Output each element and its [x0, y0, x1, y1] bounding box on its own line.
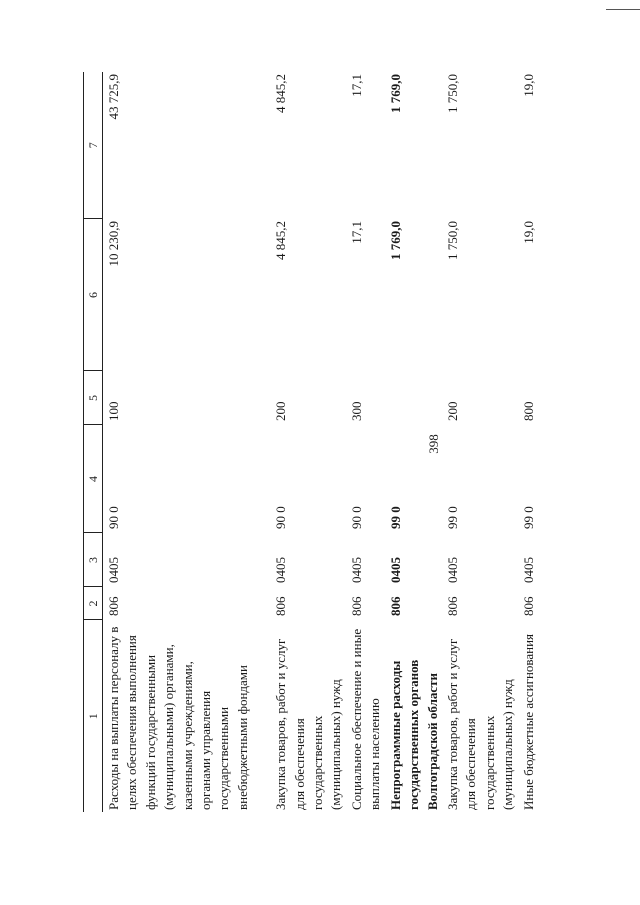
row-amount-7: 19,0 [520, 74, 536, 97]
row-amount-7: 1 750,0 [444, 74, 460, 113]
row-code-2: 806 [106, 596, 121, 616]
row-amount-7: 17,1 [348, 74, 364, 97]
row-code-3: 0405 [444, 557, 460, 583]
row-amount-7: 1 769,0 [387, 74, 403, 113]
row-code-3: 0405 [387, 557, 403, 583]
row-code-3: 0405 [273, 557, 289, 583]
header-col-6: 6 [84, 219, 103, 371]
budget-table-sheet [83, 72, 545, 812]
row-name: Иные бюджетные ассигнования [520, 633, 536, 810]
row-amount-7: 43 725,9 [106, 74, 121, 120]
header-col-7: 7 [84, 72, 103, 219]
row-amount-6: 19,0 [520, 221, 536, 244]
row-code-2: 806 [348, 596, 364, 616]
row-code-4: 90 0 [106, 506, 121, 529]
table-row [385, 72, 442, 812]
row-code-4: 90 0 [273, 506, 289, 529]
row-amount-7: 4 845,2 [273, 74, 289, 113]
row-code-2: 806 [387, 596, 403, 616]
row-name: Непрограммные расходы государственных органов Волгоградской области [387, 659, 440, 810]
row-amount-6: 4 845,2 [273, 221, 289, 260]
row-code-5: 300 [348, 401, 364, 421]
header-col-4: 4 [84, 425, 103, 533]
row-code-5: 800 [520, 401, 536, 421]
header-col-1: 1 [84, 620, 103, 812]
row-code-3: 0405 [348, 557, 364, 583]
header-col-5: 5 [84, 371, 103, 425]
header-col-2: 2 [84, 587, 103, 620]
table-row [346, 72, 385, 812]
row-code-3: 0405 [106, 557, 121, 583]
row-name: Закупка товаров, работ и услуг для обеспечения государственных (муниципальных) нужд [273, 638, 344, 810]
row-amount-6: 1 750,0 [444, 221, 460, 260]
row-code-2: 806 [444, 596, 460, 616]
row-code-4: 90 0 [348, 506, 364, 529]
row-code-3: 0405 [520, 557, 536, 583]
row-amount-6: 17,1 [348, 221, 364, 244]
budget-table [83, 72, 538, 812]
row-code-4: 99 0 [520, 506, 536, 529]
row-name: Закупка товаров, работ и услуг для обеспечения государственных (муниципальных) нужд [444, 638, 516, 810]
page-number: 398 [426, 434, 441, 454]
table-row [442, 72, 518, 812]
row-name: Расходы на выплаты персоналу в целях обеспечения выполнения функций государственными (муниципальными) органами, казенными учреждениями, органами управления государственными внебюджетными фондами [106, 626, 250, 810]
row-amount-6: 1 769,0 [387, 221, 403, 260]
row-code-5: 100 [106, 401, 121, 421]
header-col-3: 3 [84, 533, 103, 587]
table-row [252, 72, 346, 812]
row-code-5: 200 [444, 401, 460, 421]
row-name: Социальное обеспечение и иные выплаты населению [348, 628, 383, 810]
row-code-2: 806 [520, 596, 536, 616]
table-row [518, 72, 538, 812]
row-code-5: 200 [273, 401, 289, 421]
table-row [103, 72, 253, 812]
row-code-2: 806 [273, 596, 289, 616]
row-amount-6: 10 230,9 [106, 221, 121, 267]
row-code-4: 99 0 [444, 506, 460, 529]
row-code-5 [385, 371, 442, 425]
table-header-row [84, 72, 103, 812]
scan-edge-line [606, 9, 640, 10]
row-code-4: 99 0 [387, 506, 403, 529]
